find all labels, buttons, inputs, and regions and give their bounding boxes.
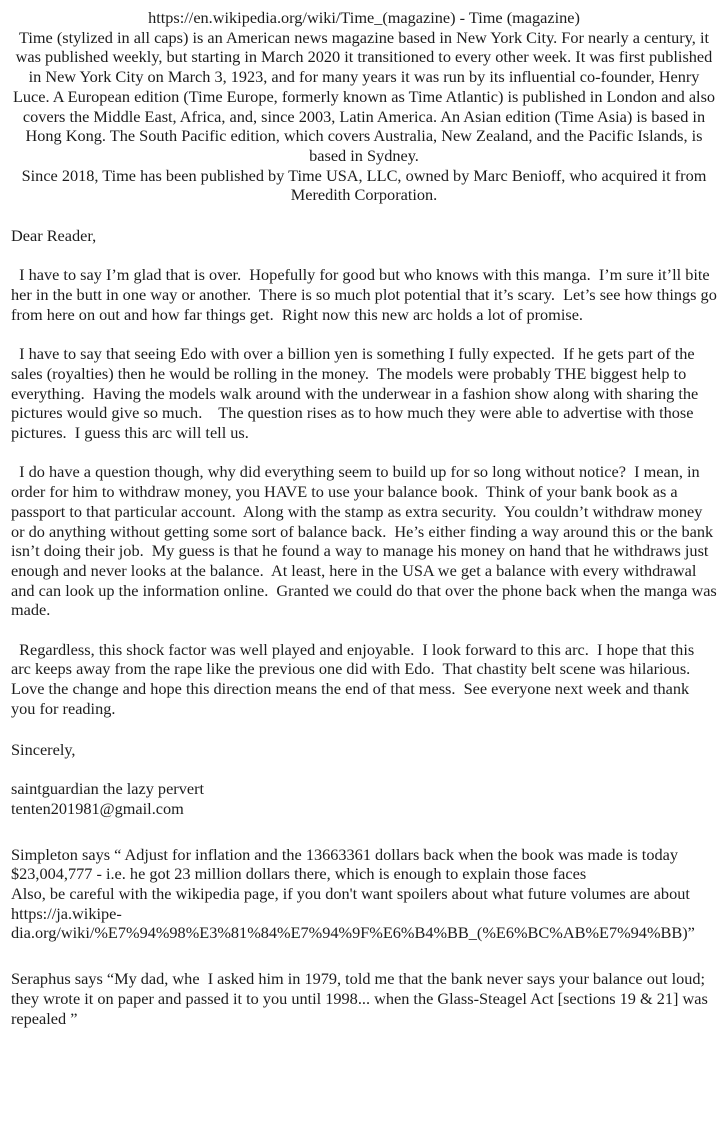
simpleton-url-line-1: https://ja.wikipe- (11, 903, 122, 923)
comment-seraphus (11, 969, 717, 1028)
simpleton-quote: Simpleton says “ Adjust for inflation and the 13663361 dollars back when the book was made is today $23,004,777 - i.e. he got 23 million dollars there, which is enough to explain those faces (11, 844, 683, 884)
letter-paragraph-4: Regardless, this shock factor was well played and enjoyable. I look forward to this arc. I hope that this arc keeps away from the rape like the previous one did with Edo. That chastity belt scene was hilarious. Love the change and hope this direction means the end of that mess. See everyone next week and thank you for reading. (11, 639, 699, 718)
wiki-publisher-note: Since 2018, Time has been published by Time USA, LLC, owned by Marc Benioff, who acquired it from Meredith Corporation. (21, 165, 711, 205)
reader-comments (11, 845, 717, 1029)
simpleton-url-line-2: dia.org/wiki/%E7%94%98%E3%81%84%E7%94%9F%E6%B4%BB_(%E6%BC%AB%E7%94%BB)” (11, 923, 695, 943)
wiki-reference-block (11, 8, 720, 205)
reader-letter (11, 226, 721, 819)
signature-email: tenten201981@gmail.com (11, 798, 184, 818)
signature-name: saintguardian the lazy pervert (11, 779, 205, 799)
salutation: Dear Reader, (11, 226, 97, 246)
letter-paragraph-1: I have to say I’m glad that is over. Hopefully for good but who knows with this manga. I’m sure it’ll bite her in the butt in one way or another. There is so much plot potential that it’s scary. Let’s see how things go from here on out and how far things get. Right now this new arc holds a lot of promise. (11, 265, 721, 324)
comment-simpleton (11, 845, 717, 944)
wiki-excerpt: Time (stylized in all caps) is an American news magazine based in New York City. For nearly a century, it was published weekly, but starting in March 2020 it transitioned to every other week. It was first published in New York City on March 3, 1923, and for many years it was run by its influential co-founder, Henry Luce. A European edition (Time Europe, formerly known as Time Atlantic) is published in London and also covers the Middle East, Africa, and, since 2003, Latin America. An Asian edition (Time Asia) is based in Hong Kong. The South Pacific edition, which covers Australia, New Zealand, and the Pacific Islands, is based in Sydney. (12, 27, 720, 165)
closing: Sincerely, (11, 739, 76, 759)
seraphus-quote: Seraphus says “My dad, whe I asked him in 1979, told me that the bank never says your balance out loud; they wrote it on paper and passed it to you until 1998... when the Glass-Steagel Act [sections 19 & 21] was repealed ” (11, 969, 712, 1028)
letter-paragraph-3: I do have a question though, why did everything seem to build up for so long without notice? I mean, in order for him to withdraw money, you HAVE to use your balance book. Think of your bank book as a passport to that particular account. Along with the stamp as extra security. You couldn’t withdraw money or do anything without getting some sort of balance back. He’s either finding a way around this or the bank isn’t doing their job. My guess is that he found a way to manage his money on hand that he withdraws just enough and never looks at the balance. At least, here in the USA we get a balance with every withdrawal and can look up the information online. Granted we could do that over the phone back when the manga was made. (11, 462, 721, 620)
simpleton-note: Also, be careful with the wikipedia page, if you don't want spoilers about what future volumes are about (11, 884, 690, 904)
wiki-url-title: https://en.wikipedia.org/wiki/Time_(magazine) - Time (magazine) (148, 8, 580, 27)
letter-paragraph-2: I have to say that seeing Edo with over a billion yen is something I fully expected. If he gets part of the sales (royalties) then he would be rolling in the money. The models were probably THE biggest help to everything. Having the models walk around with the underwear in a fashion show along with sharing the pictures would give so much. The question rises as to how much they were able to advertise with those pictures. I guess this arc will tell us. (11, 344, 703, 443)
signature-block (11, 779, 717, 818)
